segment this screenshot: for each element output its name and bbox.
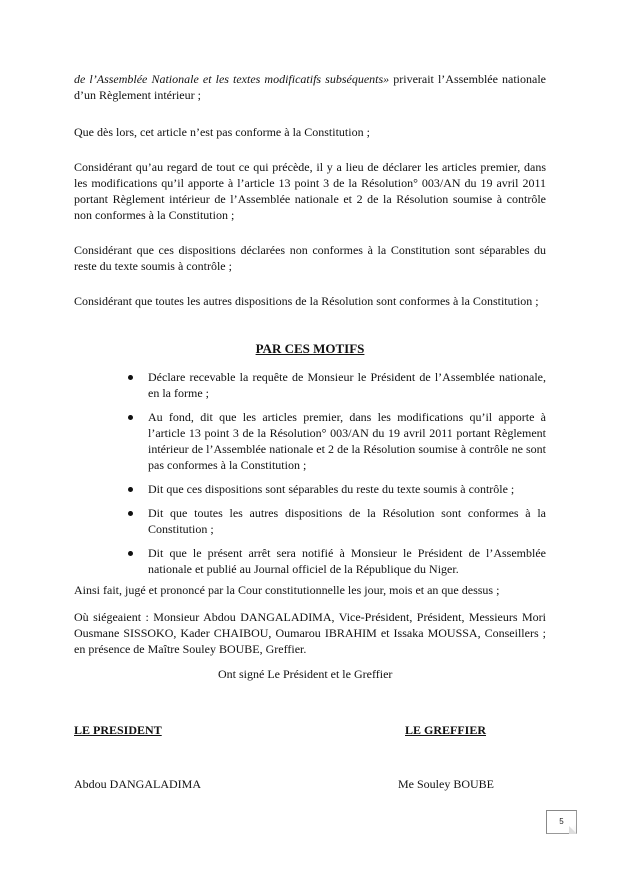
bullet-item [148, 409, 546, 473]
bullet-text: Dit que toutes les autres dispositions de la Résolution sont conformes à la Constitution ; [148, 506, 546, 536]
paragraph-continuation [74, 71, 546, 103]
paragraph-considerant-2 [74, 242, 546, 274]
bullet-icon [128, 487, 133, 492]
paragraph-continuation-rest: priverait l’Assemblée nationale d’un Règlement intérieur ; [74, 72, 546, 102]
paragraph-not-conforming [74, 124, 546, 140]
bullet-item [148, 481, 546, 497]
bullet-item [148, 545, 546, 577]
paragraph-text: Considérant que ces dispositions déclarées non conformes à la Constitution sont séparables du reste du texte soumis à contrôle ; [74, 243, 546, 273]
paragraph-text: Considérant que toutes les autres dispositions de la Résolution sont conformes à la Constitution ; [74, 294, 539, 308]
bullet-icon [128, 375, 133, 380]
bullet-text: Déclare recevable la requête de Monsieur le Président de l’Assemblée nationale, en la forme ; [148, 370, 546, 400]
signature-name-president: Abdou DANGALADIMA [74, 777, 201, 791]
paragraph-considerant-3 [74, 293, 546, 309]
paragraph-text: Considérant qu’au regard de tout ce qui précède, il y a lieu de déclarer les articles premier, dans les modifications qu’il apporte à l’article 13 point 3 de la Résolution° 003/AN du 19 avril 2011 portant Règlement intérieur de l’Assemblée nationale et 2 de la Résolution soumise à contrôle non conformes à la Constitution ; [74, 160, 546, 222]
bullet-text: Dit que ces dispositions sont séparables du reste du texte soumis à contrôle ; [148, 482, 515, 496]
paragraph-text: Ainsi fait, jugé et prononcé par la Cour constitutionnelle les jour, mois et an que dessus ; [74, 583, 500, 597]
page-number: 5 [546, 810, 577, 834]
bullet-item [148, 369, 546, 401]
bullet-icon [128, 415, 133, 420]
bullet-icon [128, 511, 133, 516]
signature-title-president: LE PRESIDENT [74, 723, 162, 737]
bullet-text: Au fond, dit que les articles premier, dans les modifications qu’il apporte à l’article 13 point 3 de la Résolution° 003/AN du 19 avril 2011 portant Règlement intérieur de l’Assemblée nationale et 2 de la Résolution soumise à contrôle ne sont pas conformes à la Constitution ; [148, 410, 546, 472]
paragraph-considerant-1 [74, 159, 546, 223]
bullet-text: Dit que le présent arrêt sera notifié à Monsieur le Président de l’Assemblée nationale et publié au Journal officiel de la République du Niger. [148, 546, 546, 576]
signature-title-greffier: LE GREFFIER [405, 723, 487, 737]
paragraph-text: Où siégeaient : Monsieur Abdou DANGALADIMA, Vice-Président, Président, Messieurs Mori Ousmane SISSOKO, Kader CHAIBOU, Oumarou IBRAHIM et Issaka MOUSSA, Conseillers ; en présence de Maître Souley BOUBE, Greffier. [74, 610, 546, 656]
italic-quote: de l’Assemblée Nationale et les textes modificatifs subséquents» [74, 72, 390, 86]
bullet-icon [128, 551, 133, 556]
paragraph-members [74, 609, 546, 657]
signature-name-greffier: Me Souley BOUBE [398, 777, 494, 791]
paragraph-closing [74, 582, 546, 598]
bullet-item [148, 505, 546, 537]
signed-statement: Ont signé Le Président et le Greffier [218, 667, 393, 681]
section-heading: PAR CES MOTIFS [255, 341, 365, 356]
paragraph-text: Que dès lors, cet article n’est pas conforme à la Constitution ; [74, 125, 370, 139]
